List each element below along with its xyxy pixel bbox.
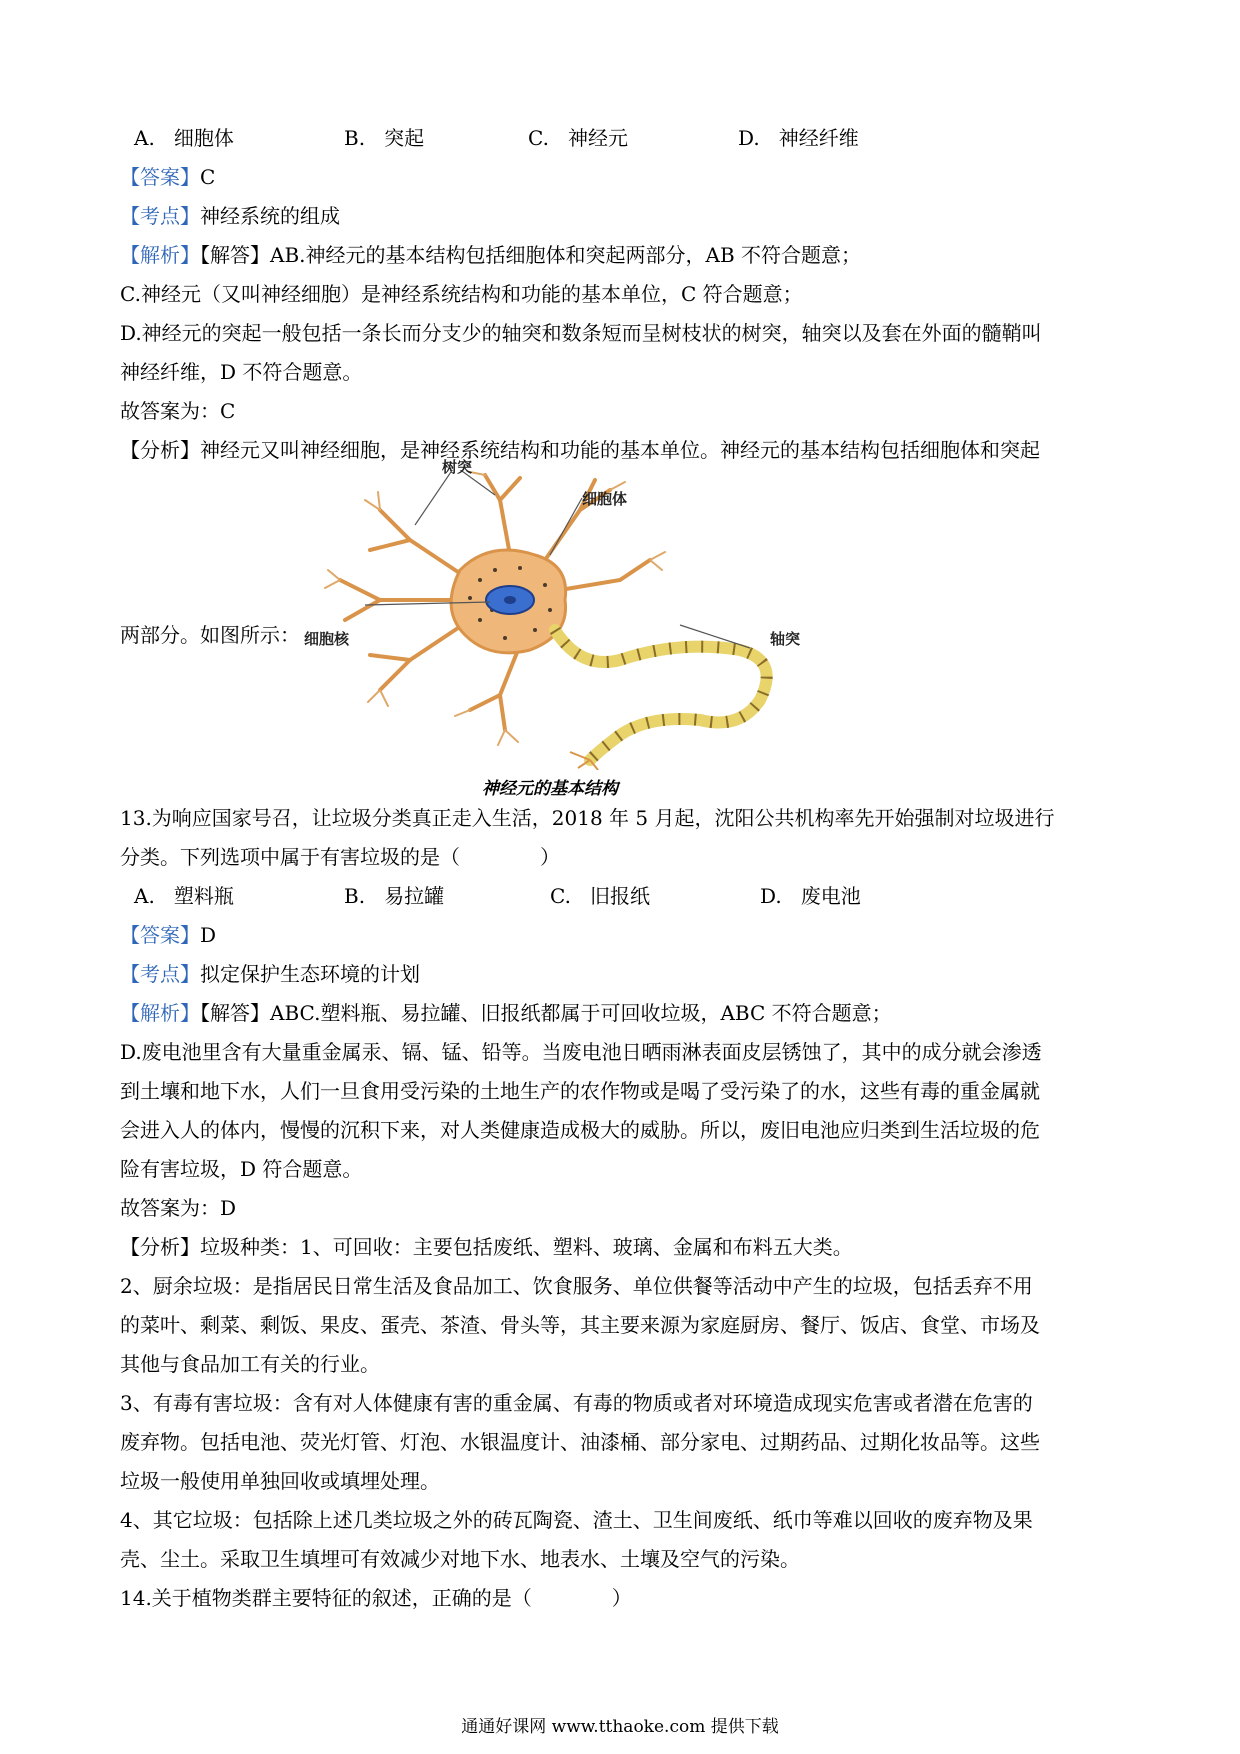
q12-answer: 【答案】C bbox=[120, 165, 216, 189]
q13-analysis-line: 废弃物。包括电池、荧光灯管、灯泡、水银温度计、油漆桶、部分家电、过期药品、过期化妆品等。这些 bbox=[120, 1430, 1040, 1454]
q13-topic: 【考点】拟定保护生态环境的计划 bbox=[120, 962, 420, 986]
q12-analysis-line: D.神经元的突起一般包括一条长而分支少的轴突和数条短而呈树枝状的树突，轴突以及套在外面的髓鞘叫 bbox=[120, 321, 1042, 345]
q12-analysis-line: 【解析】【解答】AB.神经元的基本结构包括细胞体和突起两部分，AB 不符合题意； bbox=[120, 243, 861, 267]
q13-option-b: B. 易拉罐 bbox=[344, 884, 445, 908]
q13-analysis-line: 险有害垃圾，D 符合题意。 bbox=[120, 1157, 363, 1181]
q13-analysis-line: 【解析】【解答】ABC.塑料瓶、易拉罐、旧报纸都属于可回收垃圾，ABC 不符合题意； bbox=[120, 1001, 892, 1025]
label-axon: 轴突 bbox=[770, 630, 801, 648]
q13-analysis-line: D.废电池里含有大量重金属汞、镉、锰、铅等。当废电池日晒雨淋表面皮层锈蚀了，其中的成分就会渗透 bbox=[120, 1040, 1042, 1064]
page-footer: 通通好课网 www.tthaoke.com 提供下载 bbox=[461, 1717, 779, 1737]
q13-analysis-line: 到土壤和地下水，人们一旦食用受污染的土地生产的农作物或是喝了受污染了的水，这些有毒的重金属就 bbox=[120, 1079, 1040, 1103]
q12-analysis-line: C.神经元（又叫神经细胞）是神经系统结构和功能的基本单位，C 符合题意； bbox=[120, 282, 803, 306]
q13-analysis-line: 的菜叶、剩菜、剩饭、果皮、蛋壳、茶渣、骨头等，其主要来源为家庭厨房、餐厅、饭店、食堂、市场及 bbox=[120, 1313, 1040, 1337]
label-cell-body: 细胞体 bbox=[582, 490, 628, 508]
q13-analysis-line: 4、其它垃圾：包括除上述几类垃圾之外的砖瓦陶瓷、渣土、卫生间废纸、纸巾等难以回收的废弃物及果 bbox=[120, 1508, 1033, 1532]
q12-fenxi-line: 【分析】神经元又叫神经细胞，是神经系统结构和功能的基本单位。神经元的基本结构包括细胞体和突起 bbox=[120, 438, 1040, 462]
q12-fenxi-line: 两部分。如图所示： bbox=[120, 623, 300, 647]
q12-topic: 【考点】神经系统的组成 bbox=[120, 204, 340, 228]
q13-stem-line: 13.为响应国家号召，让垃圾分类真正走入生活，2018 年 5 月起，沈阳公共机构率先开始强制对垃圾进行 bbox=[120, 806, 1055, 830]
q13-option-c: C. 旧报纸 bbox=[550, 884, 651, 908]
q12-option-b: B. 突起 bbox=[344, 126, 425, 150]
q13-analysis-line: 会进入人的体内，慢慢的沉积下来，对人类健康造成极大的威胁。所以，废旧电池应归类到生活垃圾的危 bbox=[120, 1118, 1040, 1142]
q12-analysis-line: 神经纤维，D 不符合题意。 bbox=[120, 360, 363, 384]
label-nucleus: 细胞核 bbox=[304, 630, 350, 648]
q12-option-d: D. 神经纤维 bbox=[738, 126, 859, 150]
q13-option-a: A. 塑料瓶 bbox=[134, 884, 234, 908]
label-dendrite: 树突 bbox=[442, 458, 473, 476]
q12-analysis-line: 故答案为：C bbox=[120, 399, 236, 423]
q13-analysis-line: 故答案为：D bbox=[120, 1196, 237, 1220]
q13-stem-line: 分类。下列选项中属于有害垃圾的是（ ） bbox=[120, 845, 560, 869]
q13-analysis-line: 垃圾一般使用单独回收或填埋处理。 bbox=[120, 1469, 440, 1493]
q13-analysis-line: 3、有毒有害垃圾：含有对人体健康有害的重金属、有毒的物质或者对环境造成现实危害或者潜在危害的 bbox=[120, 1391, 1033, 1415]
q13-analysis-line: 其他与食品加工有关的行业。 bbox=[120, 1352, 380, 1376]
q14-stem: 14.关于植物类群主要特征的叙述，正确的是（ ） bbox=[120, 1586, 632, 1610]
figure-caption: 神经元的基本结构 bbox=[482, 779, 618, 799]
q13-analysis-line: 壳、尘土。采取卫生填埋可有效减少对地下水、地表水、土壤及空气的污染。 bbox=[120, 1547, 800, 1571]
neuron-illustration bbox=[320, 470, 840, 770]
q13-analysis-line: 2、厨余垃圾：是指居民日常生活及食品加工、饮食服务、单位供餐等活动中产生的垃圾，包括丢弃不用 bbox=[120, 1274, 1033, 1298]
neuron-diagram bbox=[304, 458, 840, 800]
q12-option-a: A. 细胞体 bbox=[134, 126, 234, 150]
q13-option-d: D. 废电池 bbox=[760, 884, 861, 908]
q13-analysis-line: 【分析】垃圾种类：1、可回收：主要包括废纸、塑料、玻璃、金属和布料五大类。 bbox=[120, 1235, 853, 1259]
q12-option-c: C. 神经元 bbox=[528, 126, 629, 150]
q13-answer: 【答案】D bbox=[120, 923, 217, 947]
